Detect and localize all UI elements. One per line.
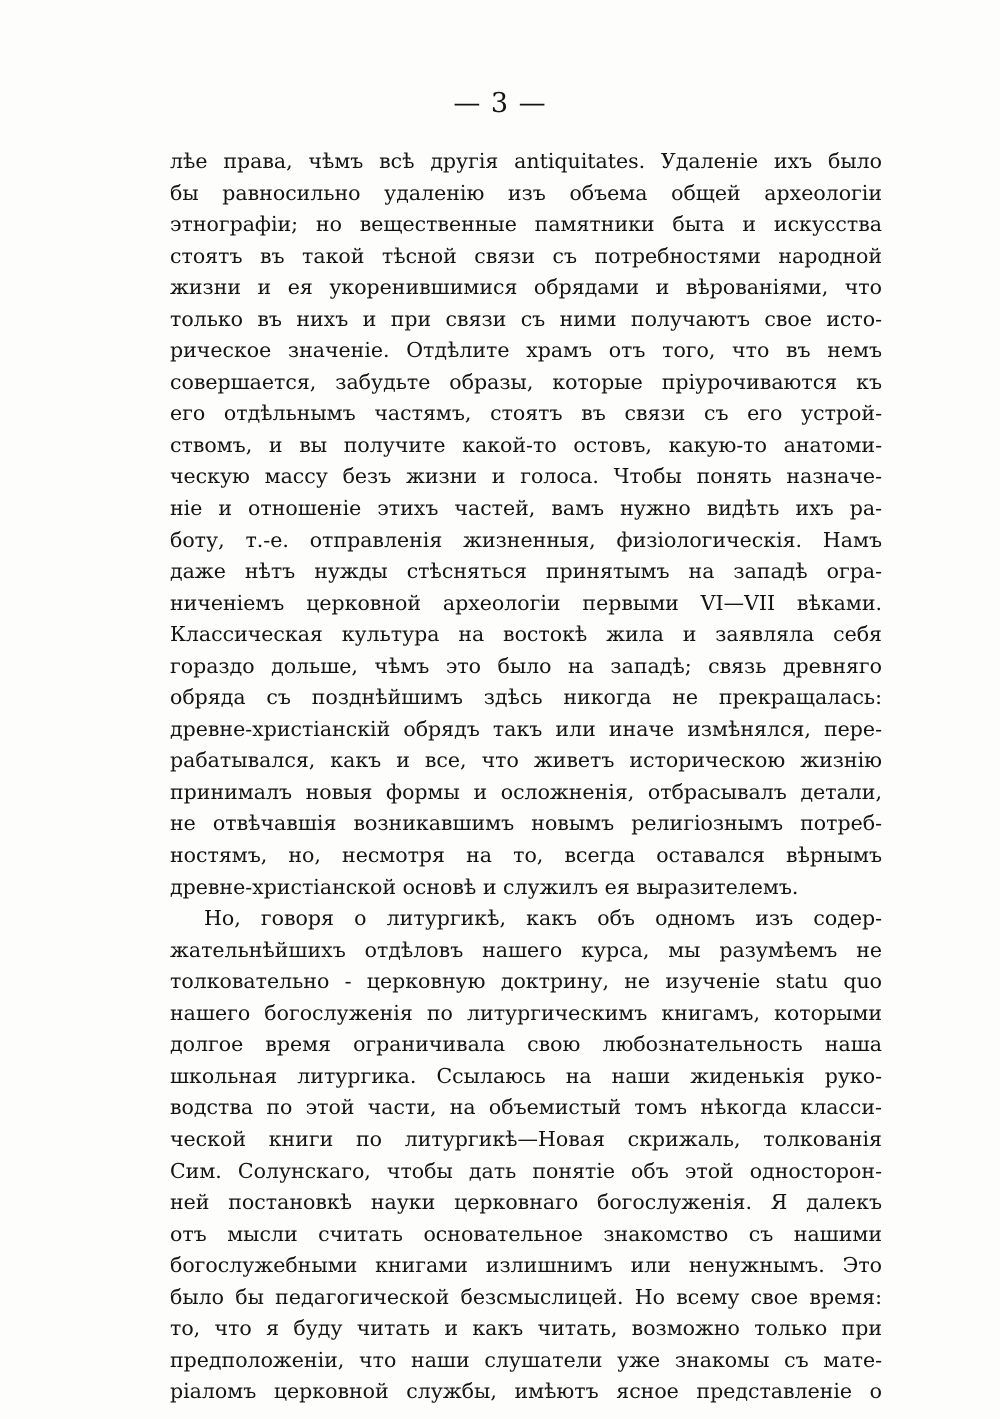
text-line: лѣе права, чѣмъ всѣ другія antiquitates. Удаленіе ихъ было (170, 149, 882, 173)
text-line: только въ нихъ и при связи съ ними получаютъ свое исто- (170, 306, 882, 331)
text-line: даже нѣтъ нужды стѣсняться принятымъ на западѣ огра- (170, 559, 882, 584)
text-line: богослужебными книгами излишнимъ или ненужнымъ. Это (170, 1253, 882, 1278)
text-line: бы равносильно удаленію изъ объема общей археологіи (170, 180, 882, 205)
text-line: долгое время ограничивала свою любознательность наша (170, 1032, 882, 1057)
text-line: водства по этой части, на объемистый томъ нѣкогда класси- (170, 1095, 882, 1120)
text-line: принималъ новыя формы и осложненія, отбрасывалъ детали, (170, 779, 882, 804)
paragraph-first-line: Но, говоря о литургикѣ, какъ объ одномъ изъ содер- (204, 906, 882, 931)
text-line: школьная литургика. Ссылаюсь на наши жиденькія руко- (170, 1063, 882, 1088)
text-line: толковательно - церковную доктрину, не изученіе statu quo (170, 969, 882, 994)
text-line: ніе и отношеніе этихъ частей, вамъ нужно видѣть ихъ ра- (170, 496, 882, 521)
text-line: ріаломъ церковной службы, имѣютъ ясное представленіе о (170, 1379, 882, 1404)
text-line: его отдѣльнымъ частямъ, стоятъ въ связи съ его устрой- (170, 401, 882, 426)
text-line: ствомъ, и вы получите какой-то остовъ, какую-то анатоми- (170, 432, 882, 457)
text-line: то, что я буду читать и какъ читать, возможно только при (170, 1316, 882, 1341)
text-line: ней постановкѣ науки церковнаго богослуженія. Я далекъ (170, 1190, 882, 1215)
text-line: Классическая культура на востокѣ жила и заявляла себя (170, 622, 882, 647)
text-line: жательнѣйшихъ отдѣловъ нашего курса, мы разумѣемъ не (170, 937, 882, 962)
text-line: не отвѣчавшія возникавшимъ новымъ религіознымъ потреб- (170, 811, 882, 836)
text-line: гораздо дольше, чѣмъ это было на западѣ; связь древняго (170, 653, 882, 678)
text-line: совершается, забудьте образы, которые пріурочиваются къ (170, 369, 882, 394)
text-line: жизни и ея укоренившимися обрядами и вѣрованіями, что (170, 275, 882, 300)
page-number: — 3 — (453, 88, 547, 119)
text-line: нашего богослуженія по литургическимъ книгамъ, которыми (170, 1000, 882, 1025)
text-line: было бы педагогической безсмыслицей. Но всему свое время: (170, 1284, 882, 1309)
text-line: Сим. Солунскаго, чтобы дать понятіе объ этой односторон- (170, 1158, 882, 1183)
text-line: ческую массу безъ жизни и голоса. Чтобы понять назначе- (170, 464, 882, 489)
text-line: ниченіемъ церковной археологіи первыми VI—VII вѣками. (170, 590, 882, 615)
text-line: боту, т.-е. отправленія жизненныя, физіологическія. Намъ (170, 527, 882, 552)
text-line: древне-христіанскій обрядъ такъ или иначе измѣнялся, пере- (170, 716, 882, 741)
text-line: обряда съ позднѣйшимъ здѣсь никогда не прекращалась: (170, 685, 882, 710)
text-line: рабатывался, какъ и все, что живетъ историческою жизнію (170, 748, 882, 773)
text-line: отъ мысли считать основательное знакомство съ нашими (170, 1221, 882, 1246)
text-line: предположеніи, что наши слушатели уже знакомы съ мате- (170, 1347, 882, 1372)
text-line: стоятъ въ такой тѣсной связи съ потребностями народной (170, 243, 882, 268)
text-line: ческой книги по литургикѣ—Новая скрижаль, толкованія (170, 1126, 882, 1151)
text-line: рическое значеніе. Отдѣлите храмъ отъ того, что въ немъ (170, 338, 882, 363)
text-line: этнографіи; но вещественные памятники быта и искусства (170, 212, 882, 237)
paragraph-last-line: древне-христіанской основѣ и служилъ ея выразителемъ. (170, 874, 799, 899)
body-text (170, 146, 882, 1404)
text-line: ностямъ, но, несмотря на то, всегда оставался вѣрнымъ (170, 843, 882, 868)
